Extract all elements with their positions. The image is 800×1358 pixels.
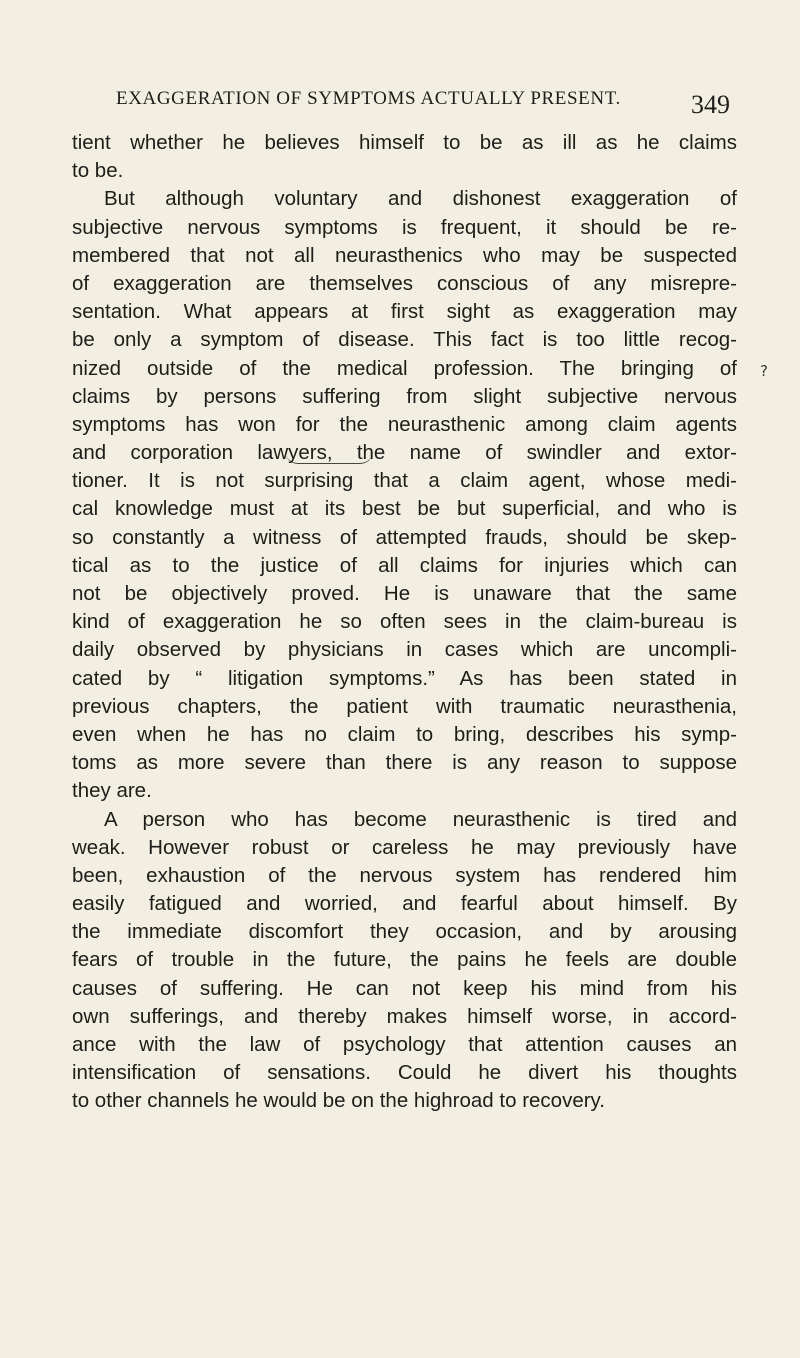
text-line: daily observed by physicians in cases which are uncompli- [72,638,737,662]
running-title: EXAGGERATION OF SYMPTOMS ACTUALLY PRESENT. [116,88,621,109]
text-line: causes of suffering. He can not keep his mind from his [72,976,737,1000]
text-line: own sufferings, and thereby makes himself worse, in accord- [72,1004,737,1028]
text-line: intensification of sensations. Could he divert his thoughts [72,1061,737,1085]
text-line: nized outside of the medical profession. The bringing of [72,356,737,380]
body-text [72,129,737,1116]
text-line: been, exhaustion of the nervous system has rendered him [72,863,737,887]
running-head [88,88,728,124]
text-line: subjective nervous symptoms is frequent, it should be re- [72,215,737,239]
text-line: even when he has no claim to bring, describes his symp- [72,722,737,746]
text-line: easily fatigued and worried, and fearful about himself. By [72,892,737,916]
text-line: be only a symptom of disease. This fact is too little recog- [72,328,737,352]
text-line: to other channels he would be on the highroad to recovery. [72,1089,605,1113]
text-line: ance with the law of psychology that attention causes an [72,1033,737,1056]
text-line: A person who has become neurasthenic is tired and [104,807,737,831]
text-line: membered that not all neurasthenics who may be suspected [72,243,737,267]
text-line: they are. [72,779,152,803]
text-line: of exaggeration are themselves conscious of any misrepre- [72,271,737,295]
margin-annotation: ? [760,362,768,380]
text-line: previous chapters, the patient with traumatic neurasthenia, [72,694,737,718]
text-line: weak. However robust or careless he may previously have [72,835,737,859]
text-line: sentation. What appears at first sight as exaggeration may [72,300,737,324]
text-line: and corporation lawyers, the name of swindler and extor- [72,441,737,465]
text-line: so constantly a witness of attempted frauds, should be skep- [72,525,737,549]
text-line: tient whether he believes himself to be as ill as he claims [72,131,737,154]
text-line: toms as more severe than there is any reason to suppose [72,751,737,775]
text-line: kind of exaggeration he so often sees in the claim-bureau is [72,610,737,634]
text-line: cal knowledge must at its best be but superficial, and who is [72,497,737,521]
text-line: claims by persons suffering from slight subjective nervous [72,384,737,408]
text-line: But although voluntary and dishonest exaggeration of [104,187,737,211]
text-line: fears of trouble in the future, the pains he feels are double [72,948,737,972]
text-line: to be. [72,159,124,183]
text-line: not be objectively proved. He is unaware that the same [72,582,737,605]
text-line: tioner. It is not surprising that a claim agent, whose medi- [72,469,737,493]
text-line: cated by “ litigation symptoms.” As has been stated in [72,666,737,690]
text-line: the immediate discomfort they occasion, and by arousing [72,920,737,944]
text-line: tical as to the justice of all claims for injuries which can [72,553,737,577]
text-line: symptoms has won for the neurasthenic among claim agents [72,412,737,436]
pencil-underline-mark [285,451,373,464]
page-number: 349 [691,90,730,119]
